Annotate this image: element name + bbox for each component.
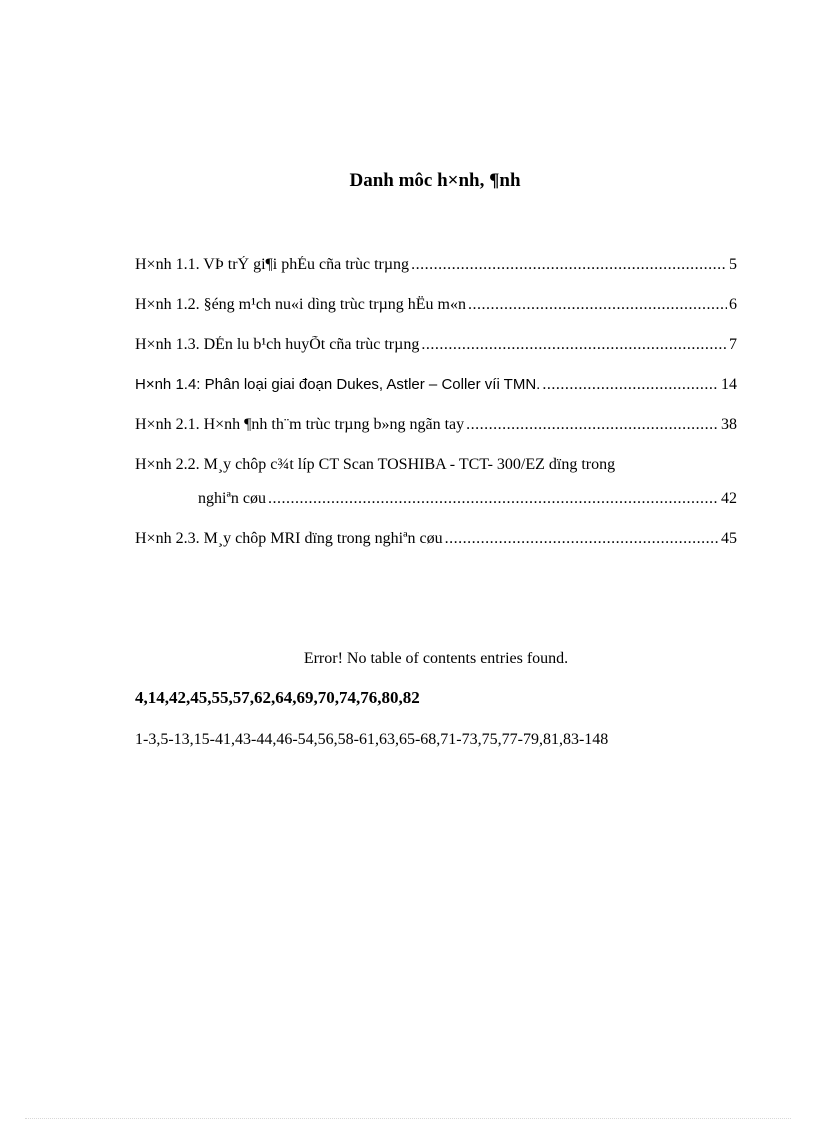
figure-label-continued: nghiªn cøu bbox=[198, 490, 266, 507]
dot-leader bbox=[411, 256, 727, 274]
figure-page-number: 45 bbox=[721, 530, 737, 547]
dot-leader bbox=[445, 530, 719, 548]
figure-label: H×nh 1.2. §éng m¹ch nu«i dìng trùc trµng hËu m«n bbox=[135, 296, 466, 313]
dot-leader bbox=[468, 296, 727, 314]
dot-leader bbox=[542, 376, 719, 394]
figure-label: H×nh 1.1. VÞ trÝ gi¶i phÉu cña trùc trµng bbox=[135, 256, 410, 273]
plain-page-list: 1-3,5-13,15-41,43-44,46-54,56,58-61,63,65-68,71-73,75,77-79,81,83-148 bbox=[135, 731, 609, 748]
figure-page-number: 42 bbox=[721, 490, 737, 507]
figure-entry-line-1 bbox=[135, 456, 737, 490]
figure-label: H×nh 1.4: Phân loại giai đoạn Dukes, Astler – Coller víi TMN. bbox=[135, 376, 541, 393]
figure-label: H×nh 2.3. M¸y chôp MRI dïng trong nghiªn cøu bbox=[135, 530, 443, 547]
figure-entry bbox=[135, 336, 737, 376]
figure-entry-line-2 bbox=[135, 490, 737, 530]
figure-entry bbox=[135, 376, 737, 416]
toc-error-message: Error! No table of contents entries found. bbox=[303, 650, 569, 667]
figure-page-number: 7 bbox=[729, 336, 737, 353]
figure-label: H×nh 2.1. H×nh ¶nh th¨m trùc trµng b»ng ngãn tay bbox=[135, 416, 465, 433]
figure-entry bbox=[135, 296, 737, 336]
dot-leader bbox=[466, 416, 719, 434]
figure-entry bbox=[135, 256, 737, 296]
figure-page-number: 38 bbox=[721, 416, 737, 433]
figure-page-number: 5 bbox=[729, 256, 737, 273]
dot-leader bbox=[421, 336, 727, 354]
figure-entry bbox=[135, 416, 737, 456]
figure-page-number: 6 bbox=[729, 296, 737, 313]
figure-label: H×nh 2.2. M¸y chôp c¾t líp CT Scan TOSHIBA - TCT- 300/EZ dïng trong bbox=[135, 456, 616, 473]
figure-list bbox=[135, 256, 737, 570]
figure-page-number: 14 bbox=[721, 376, 737, 393]
dot-leader bbox=[268, 490, 719, 508]
bold-page-list: 4,14,42,45,55,57,62,64,69,70,74,76,80,82 bbox=[135, 688, 420, 707]
figure-label: H×nh 1.3. DÉn lu b¹ch huyÕt cña trùc trµng bbox=[135, 336, 420, 353]
figure-entry bbox=[135, 530, 737, 570]
page-bottom-divider bbox=[25, 1118, 791, 1119]
page-title: Danh môc h×nh, ¶nh bbox=[349, 170, 521, 191]
